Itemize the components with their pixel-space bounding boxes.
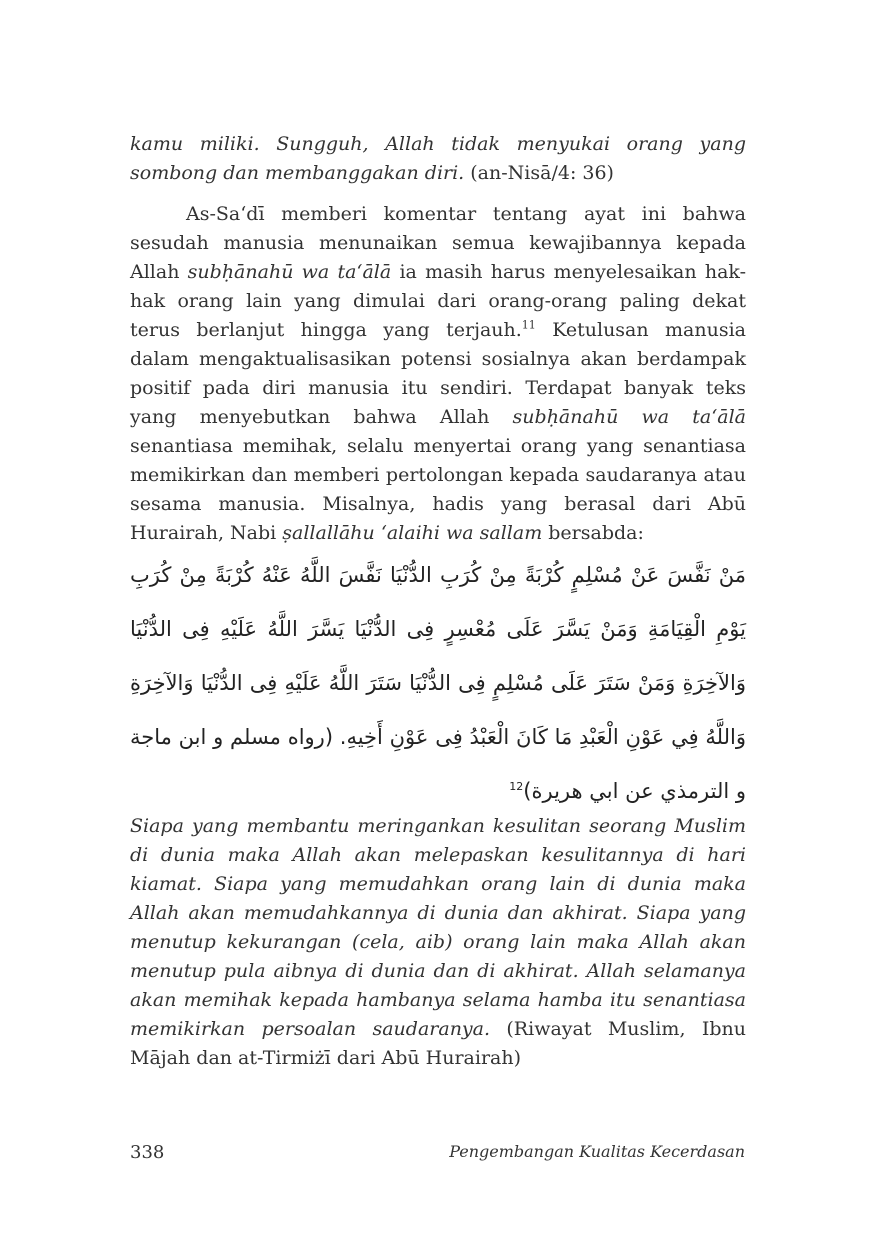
hadith-translation	[130, 812, 746, 1073]
hadith-arabic-text	[130, 548, 746, 818]
page-number: 338	[130, 1142, 165, 1163]
hadith-translation-italic: Siapa yang membantu meringankan kesulitan seorang Muslim di dunia maka Allah akan melepaskan kesulitannya di hari kiamat. Siapa yang memudahkan orang lain di dunia maka Allah akan memudahkannya di dunia dan akhirat. Siapa yang menutup kekurangan (cela, aib) orang lain maka Allah akan menutup pula aibnya di dunia dan di akhirat. Allah selamanya akan memihak kepada hambanya selama hamba itu senantiasa memikirkan persoalan saudaranya.	[130, 815, 746, 1040]
verse-translation-end	[130, 130, 746, 188]
paragraph-text-3: Ketulusan manusia dalam mengaktualisasikan potensi sosialnya akan berdampak positif pada diri manusia itu sendiri. Terdapat banyak teks yang menyebutkan bahwa Allah	[130, 319, 746, 428]
verse-citation: (an-Nisā/4: 36)	[464, 162, 614, 184]
paragraph-italic-2: subḥānahū wa ta‘ālā	[512, 406, 746, 428]
verse-translation-italic: kamu miliki. Sungguh, Allah tidak menyukai orang yang sombong dan membanggakan diri.	[130, 133, 746, 184]
hadith-citation: (Riwayat Muslim, Ibnu Mājah dan at-Tirmiżī dari Abū Hurairah)	[130, 1018, 746, 1069]
footnote-ref-12[interactable]: 12	[509, 780, 524, 793]
paragraph-text-5: bersabda:	[542, 522, 644, 544]
paragraph-text-2: ia masih harus menyelesaikan hak-hak orang lain yang dimulai dari orang-orang paling dekat terus berlanjut hingga yang terjauh.	[130, 261, 746, 341]
paragraph-text-4: senantiasa memihak, selalu menyertai orang yang senantiasa memikirkan dan memberi pertolongan kepada saudaranya atau sesama manusia. Misalnya, hadis yang berasal dari Abū Hurairah, Nabi	[130, 435, 746, 544]
paragraph-italic-1: subḥānahū wa ta‘ālā	[187, 261, 392, 283]
paragraph-italic-3: ṣallallāhu ‘alaihi wa sallam	[282, 522, 543, 544]
paragraph-text-1: As-Sa‘dī memberi komentar tentang ayat ini bahwa sesudah manusia menunaikan semua kewajibannya kepada Allah	[130, 203, 746, 283]
hadith-arabic-body: مَنْ نَفَّسَ عَنْ مُسْلِمٍ كُرْبَةً مِنْ كُرَبِ الدُّنْيَا نَفَّسَ اللَّهُ عَنْهُ كُرْبَةً مِنْ كُرَبِ يَوْمِ الْقِيَامَةِ وَمَنْ يَسَّرَ عَلَى مُعْسِرٍ فِى الدُّنْيَا يَسَّرَ اللَّهُ عَلَيْهِ فِى الدُّنْيَا وَالآخِرَةِ وَمَنْ سَتَرَ عَلَى مُسْلِمٍ فِى الدُّنْيَا سَتَرَ اللَّهُ عَلَيْهِ فِى الدُّنْيَا وَالآخِرَةِ وَاللَّهُ فِي عَوْنِ الْعَبْدِ مَا كَانَ الْعَبْدُ فِى عَوْنِ أَخِيهِ. (رواه مسلم و ابن ماجة و الترمذي عن ابي هريرة)	[130, 563, 746, 803]
footnote-ref-11[interactable]: 11	[521, 318, 536, 332]
running-footer-title: Pengembangan Kualitas Kecerdasan	[449, 1142, 745, 1161]
commentary-paragraph	[130, 200, 746, 548]
